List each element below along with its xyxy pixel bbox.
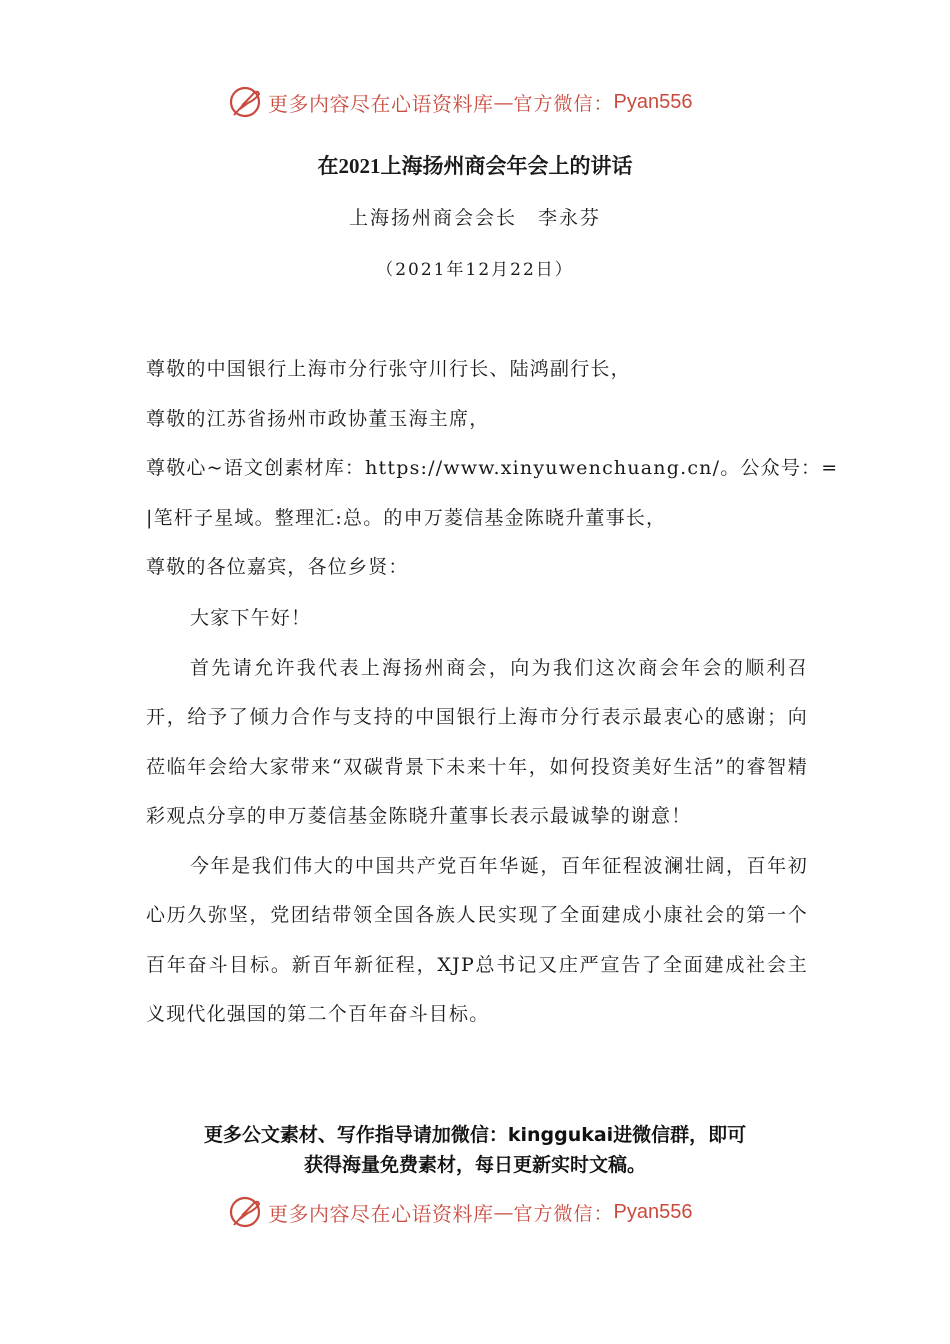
watermark-banner-bottom [228,1192,728,1232]
speech-paragraph: 大家下午好！ [190,607,312,629]
promo-note [120,1120,830,1180]
banner-wechat-id: Pyan556 [613,90,693,113]
salutation-line: 尊敬心~语文创素材库：https://www.xinyuwenchuang.cn/。公众号：= [146,457,839,479]
document-title: 在2021上海扬州商会年会上的讲话 [317,154,633,178]
document-author: 上海扬州商会会长 李永芬 [348,207,601,229]
banner-title: 更多内容尽在心语资料库 [268,91,494,116]
speech-body [146,594,808,1040]
banner-wechat-label: 官方微信： [513,92,614,115]
salutation-line: 尊敬的中国银行上海市分行张守川行长、陆鸿副行长， [146,358,631,380]
speech-paragraph: 首先请允许我代表上海扬州商会，向为我们这次商会年会的顺利召开，给予了倾力合作与支持的中国银行上海市分行表示最衷心的感谢；向莅临年会给大家带来“双碳背景下未来十年，如何投资美好生活”的睿智精彩观点分享的申万菱信基金陈晓升董事长表示最诚挚的谢意！ [146,656,808,827]
salutation-line: 尊敬的各位嘉宾，各位乡贤： [146,556,409,578]
salutation-line: |笔杆子星域。整理汇:总。的申万菱信基金陈晓升董事长， [146,506,667,529]
quill-logo-icon [228,1195,262,1229]
banner-separator: — [493,90,514,114]
promo-note-line: 获得海量免费素材，每日更新实时文稿。 [303,1154,646,1176]
watermark-banner-top [228,82,728,122]
salutation-block [146,345,839,593]
banner-wechat-label: 官方微信： [513,1202,614,1225]
document-date: （2021年12月22日） [376,260,574,280]
salutation-line: 尊敬的江苏省扬州市政协董玉海主席， [146,407,490,430]
banner-wechat-id: Pyan556 [613,1200,693,1223]
quill-logo-icon [228,85,262,119]
promo-note-line: 更多公文素材、写作指导请加微信：kinggukai进微信群，即可 [203,1124,747,1146]
banner-separator: — [493,1200,514,1224]
banner-title: 更多内容尽在心语资料库 [268,1201,494,1226]
speech-paragraph: 今年是我们伟大的中国共产党百年华诞，百年征程波澜壮阔，百年初心历久弥坚，党团结带领全国各族人民实现了全面建成小康社会的第一个百年奋斗目标。新百年新征程，XJP总书记又庄严宣告了全面建成社会主义现代化强国的第二个百年奋斗目标。 [146,854,808,1025]
